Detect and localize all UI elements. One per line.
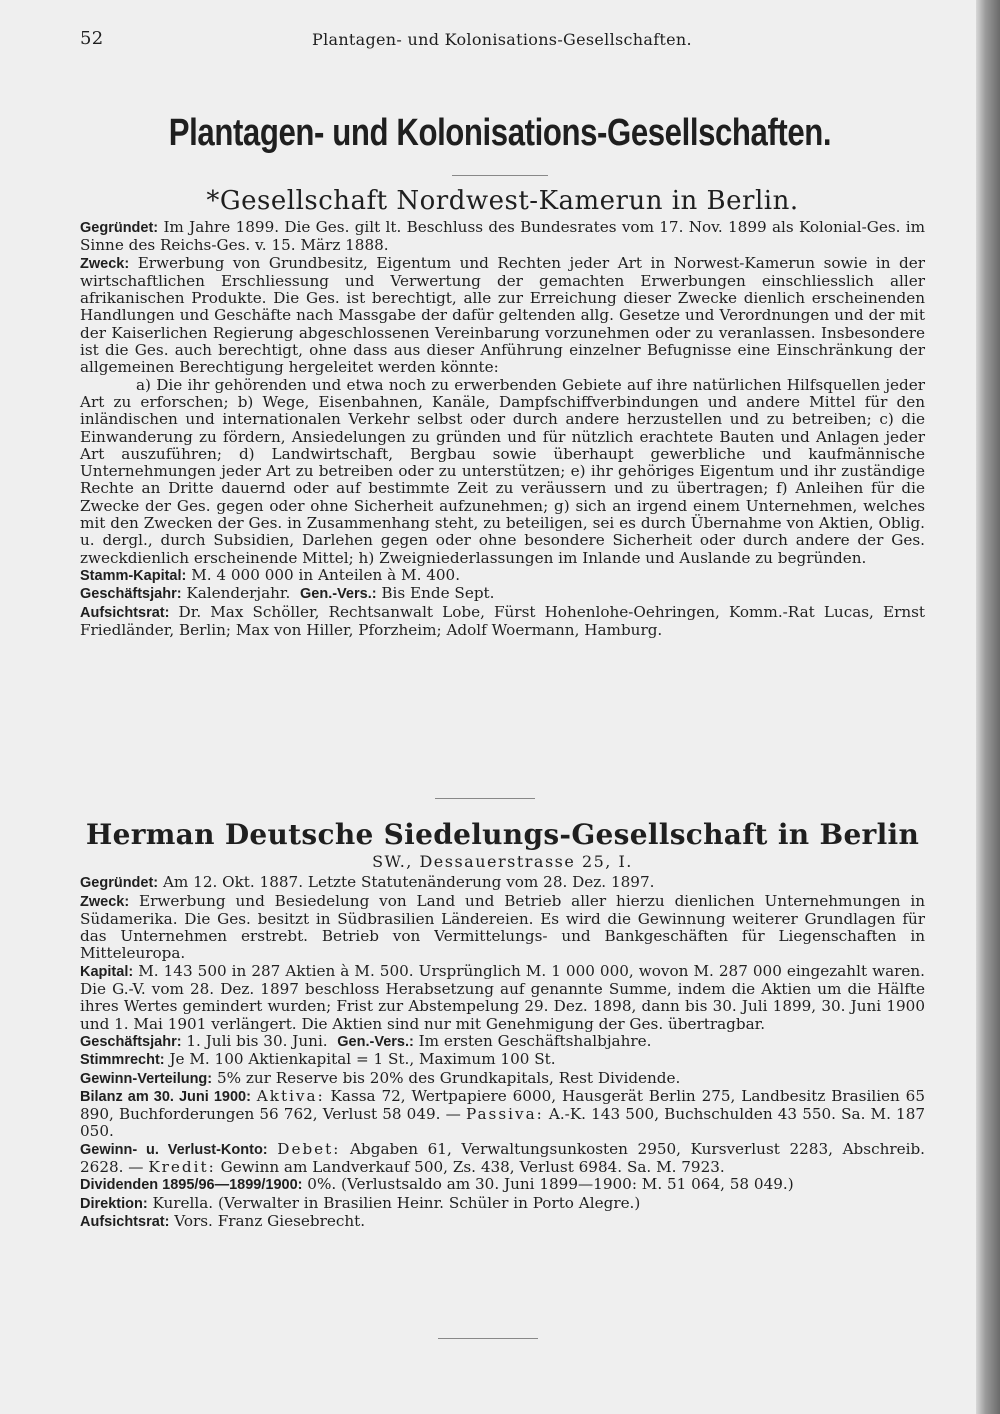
field-text: M. 4 000 000 in Anteilen à M. 400. xyxy=(191,565,461,584)
field-label: Aufsichtsrat: xyxy=(80,604,170,621)
kredit-word: Kredit: xyxy=(148,1158,216,1177)
company-entry-nordwest-kamerun xyxy=(80,186,925,639)
entry-zweck xyxy=(80,255,925,377)
field-text: Kalenderjahr. xyxy=(186,584,291,603)
field-label: Geschäftsjahr: xyxy=(80,1033,182,1050)
entry-geschaeftsjahr xyxy=(80,585,925,603)
field-label: Stamm-Kapital: xyxy=(80,567,187,584)
field-label: Gewinn- u. Verlust-Konto: xyxy=(80,1141,268,1158)
field-label: Aufsichtsrat: xyxy=(80,1213,170,1230)
field-label: Zweck: xyxy=(80,255,130,272)
field-text: Bis Ende Sept. xyxy=(381,584,495,603)
field-text: M. 143 500 in 287 Aktien à M. 500. Ursprünglich M. 1 000 000, wovon M. 287 000 eingezahlt waren. Die G.-V. vom 28. Dez. 1897 beschloss Herabsetzung auf genannte Summe, indem die Aktien um die Hälfte ihres Wertes gemindert wurden; Frist zur Abstempelung 29. Dez. 1898, dann bis 30. Juli 1899, 30. Juni 1900 und 1. Mai 1901 verlängert. Die Aktien sind nur mit Genehmigung der Ges. übertragbar. xyxy=(80,961,925,1033)
company-address: SW., Dessauerstrasse 25, I. xyxy=(372,852,633,871)
binding-edge-shadow xyxy=(976,0,1000,1414)
running-head xyxy=(80,28,920,52)
field-text: Kassa 72, Wertpapiere 6000, Hausgerät Berlin 275, Landbesitz Brasilien 65 890, Buchforderungen 56 762, Verlust 58 049. — xyxy=(80,1086,925,1124)
section-title: Plantagen- und Kolonisations-Gesellschaften. xyxy=(168,112,832,154)
entry-gewinn-verteilung xyxy=(80,1070,925,1088)
field-label: Geschäftsjahr: xyxy=(80,586,182,603)
field-text: Erwerbung und Besiedelung von Land und Betrieb aller hierzu dienlichen Unternehmungen in Südamerika. Die Ges. besitzt in Südbrasilien Ländereien. Es wird die Gewinnung weiterer Grundlagen für das Unternehmen erstrebt. Betrieb von Vermittelungs- und Bankgeschäften für Liegenschaften in Mitteleuropa. xyxy=(80,891,926,963)
field-label: Zweck: xyxy=(80,893,130,910)
entry-gegruendet xyxy=(80,874,925,892)
entry-aufsichtsrat xyxy=(80,604,925,640)
entry-kapital xyxy=(80,963,925,1033)
field-text: 0%. (Verlustsaldo am 30. Juni 1899—1900: M. 51 064, 58 049.) xyxy=(307,1175,794,1194)
entry-zweck xyxy=(80,893,925,963)
field-text: Am 12. Okt. 1887. Letzte Statutenänderung vom 28. Dez. 1897. xyxy=(162,873,655,892)
field-text: A.-K. 143 500, Buchschulden 43 550. Sa. M. 187 050. xyxy=(80,1105,926,1141)
debet-word: Debet: xyxy=(277,1139,341,1158)
field-label: Kapital: xyxy=(80,963,134,980)
field-text: Gewinn am Landverkauf 500, Zs. 438, Verlust 6984. Sa. M. 7923. xyxy=(220,1158,725,1177)
passiva-word: Passiva: xyxy=(465,1105,544,1124)
company-entry-herman-siedelungs xyxy=(80,820,925,1231)
field-label: Gegründet: xyxy=(80,875,159,892)
field-text: 5% zur Reserve bis 20% des Grundkapitals, Rest Dividende. xyxy=(216,1068,681,1087)
entry-stimmrecht xyxy=(80,1051,925,1069)
field-text: Im ersten Geschäftshalbjahre. xyxy=(418,1031,652,1050)
field-text: Dr. Max Schöller, Rechtsanwalt Lobe, Fürst Hohenlohe-Oehringen, Komm.-Rat Lucas, Ernst Friedländer, Berlin; Max von Hiller, Pforzheim; Adolf Woermann, Hamburg. xyxy=(80,602,926,639)
entry-direktion xyxy=(80,1195,925,1213)
field-text: Kurella. (Verwalter in Brasilien Heinr. Schüler in Porto Alegre.) xyxy=(152,1193,641,1212)
company-title: *Gesellschaft Nordwest-Kamerun in Berlin. xyxy=(206,186,799,216)
field-label: Gen.-Vers.: xyxy=(337,1033,414,1050)
entry-aufsichtsrat xyxy=(80,1213,925,1231)
field-label: Direktion: xyxy=(80,1195,148,1212)
divider xyxy=(438,1338,538,1339)
field-text: Abgaben 61, Verwaltungsunkosten 2950, Kursverlust 2283, Abschreib. 2628. — xyxy=(80,1139,926,1177)
entry-dividenden xyxy=(80,1176,925,1194)
entry-gegruendet xyxy=(80,219,925,255)
entry-bilanz xyxy=(80,1088,925,1141)
divider xyxy=(452,175,548,176)
field-text: Je M. 100 Aktienkapital = 1 St., Maximum 100 St. xyxy=(169,1050,556,1069)
page-number: 52 xyxy=(80,28,104,49)
aktiva-word: Aktiva: xyxy=(256,1086,325,1105)
field-text: 1. Juli bis 30. Juni. xyxy=(186,1031,328,1050)
field-label: Gen.-Vers.: xyxy=(300,586,377,603)
field-label: Gegründet: xyxy=(80,220,159,236)
field-label: Dividenden 1895/96—1899/1900: xyxy=(80,1177,303,1194)
field-label: Gewinn-Verteilung: xyxy=(80,1070,213,1087)
entry-stamm-kapital xyxy=(80,567,925,585)
field-text: Im Jahre 1899. Die Ges. gilt lt. Beschluss des Bundesrates vom 17. Nov. 1899 als Kolonial-Ges. im Sinne des Reichs-Ges. v. 15. März 1888. xyxy=(80,218,926,255)
divider xyxy=(435,798,535,799)
running-title: Plantagen- und Kolonisations-Gesellschaften. xyxy=(312,30,692,49)
entry-zweck-list: a) Die ihr gehörenden und etwa noch zu erwerbenden Gebiete auf ihre natürlichen Hilfsquellen jeder Art zu erforschen; b) Wege, Eisenbahnen, Kanäle, Dampfschiffverbindungen und andere Mittel für den inländischen und internationalen Verkehr selbst oder durch andere herzustellen und zu betreiben; c) die Einwanderung zu fördern, Ansiedelungen zu gründen und für nützlich erachtete Bauten und Anlagen jeder Art auszuführen; d) Landwirtschaft, Bergbau sowie überhaupt gewerbliche und kaufmännische Unternehmungen jeder Art zu betreiben oder zu unterstützen; e) ihr gehöriges Eigentum und ihr zuständige Rechte an Dritte dauernd oder auf bestimmte Zeit zu veräussern und zu übertragen; f) Anleihen für die Zwecke der Ges. gegen oder ohne Sicherheit aufzunehmen; g) sich an irgend einem Unternehmen, welches mit den Zwecken der Ges. in Zusammenhang steht, zu beteiligen, sei es durch Übernahme von Aktien, Oblig. u. dergl., durch Subsidien, Darlehen gegen oder ohne besondere Sicherheit oder durch andere der Ges. zweckdienlich erscheinende Mittel; h) Zweigniederlassungen im Inlande und Auslande zu begründen. xyxy=(80,375,925,567)
field-label: Bilanz am 30. Juni 1900: xyxy=(80,1088,251,1105)
entry-gewinn-verlust-konto xyxy=(80,1141,925,1177)
field-label: Stimmrecht: xyxy=(80,1052,165,1069)
field-text: Vors. Franz Giesebrecht. xyxy=(174,1211,366,1230)
company-title: Herman Deutsche Siedelungs-Gesellschaft in Berlin xyxy=(85,818,920,851)
field-text: Erwerbung von Grundbesitz, Eigentum und Rechten jeder Art in Norwest-Kamerun sowie in der wirtschaftlichen Erschliessung und Verwertung der gemachten Erwerbungen einschliesslich aller afrikanischen Produkte. Die Ges. ist berechtigt, alle zur Erreichung dieser Zwecke dienlich erscheinenden Handlungen und Geschäfte nach Massgabe der dafür geltenden allg. Gesetze und Verordnungen und der mit der Kaiserlichen Regierung abgeschlossenen Vereinbarung vorzunehmen oder zu veranlassen. Insbesondere ist die Ges. auch berechtigt, ohne dass aus dieser Anführung einzelner Befugnisse eine Einschränkung der allgemeinen Berechtigung hergeleitet werden könnte: xyxy=(80,253,926,377)
entry-geschaeftsjahr xyxy=(80,1033,925,1051)
